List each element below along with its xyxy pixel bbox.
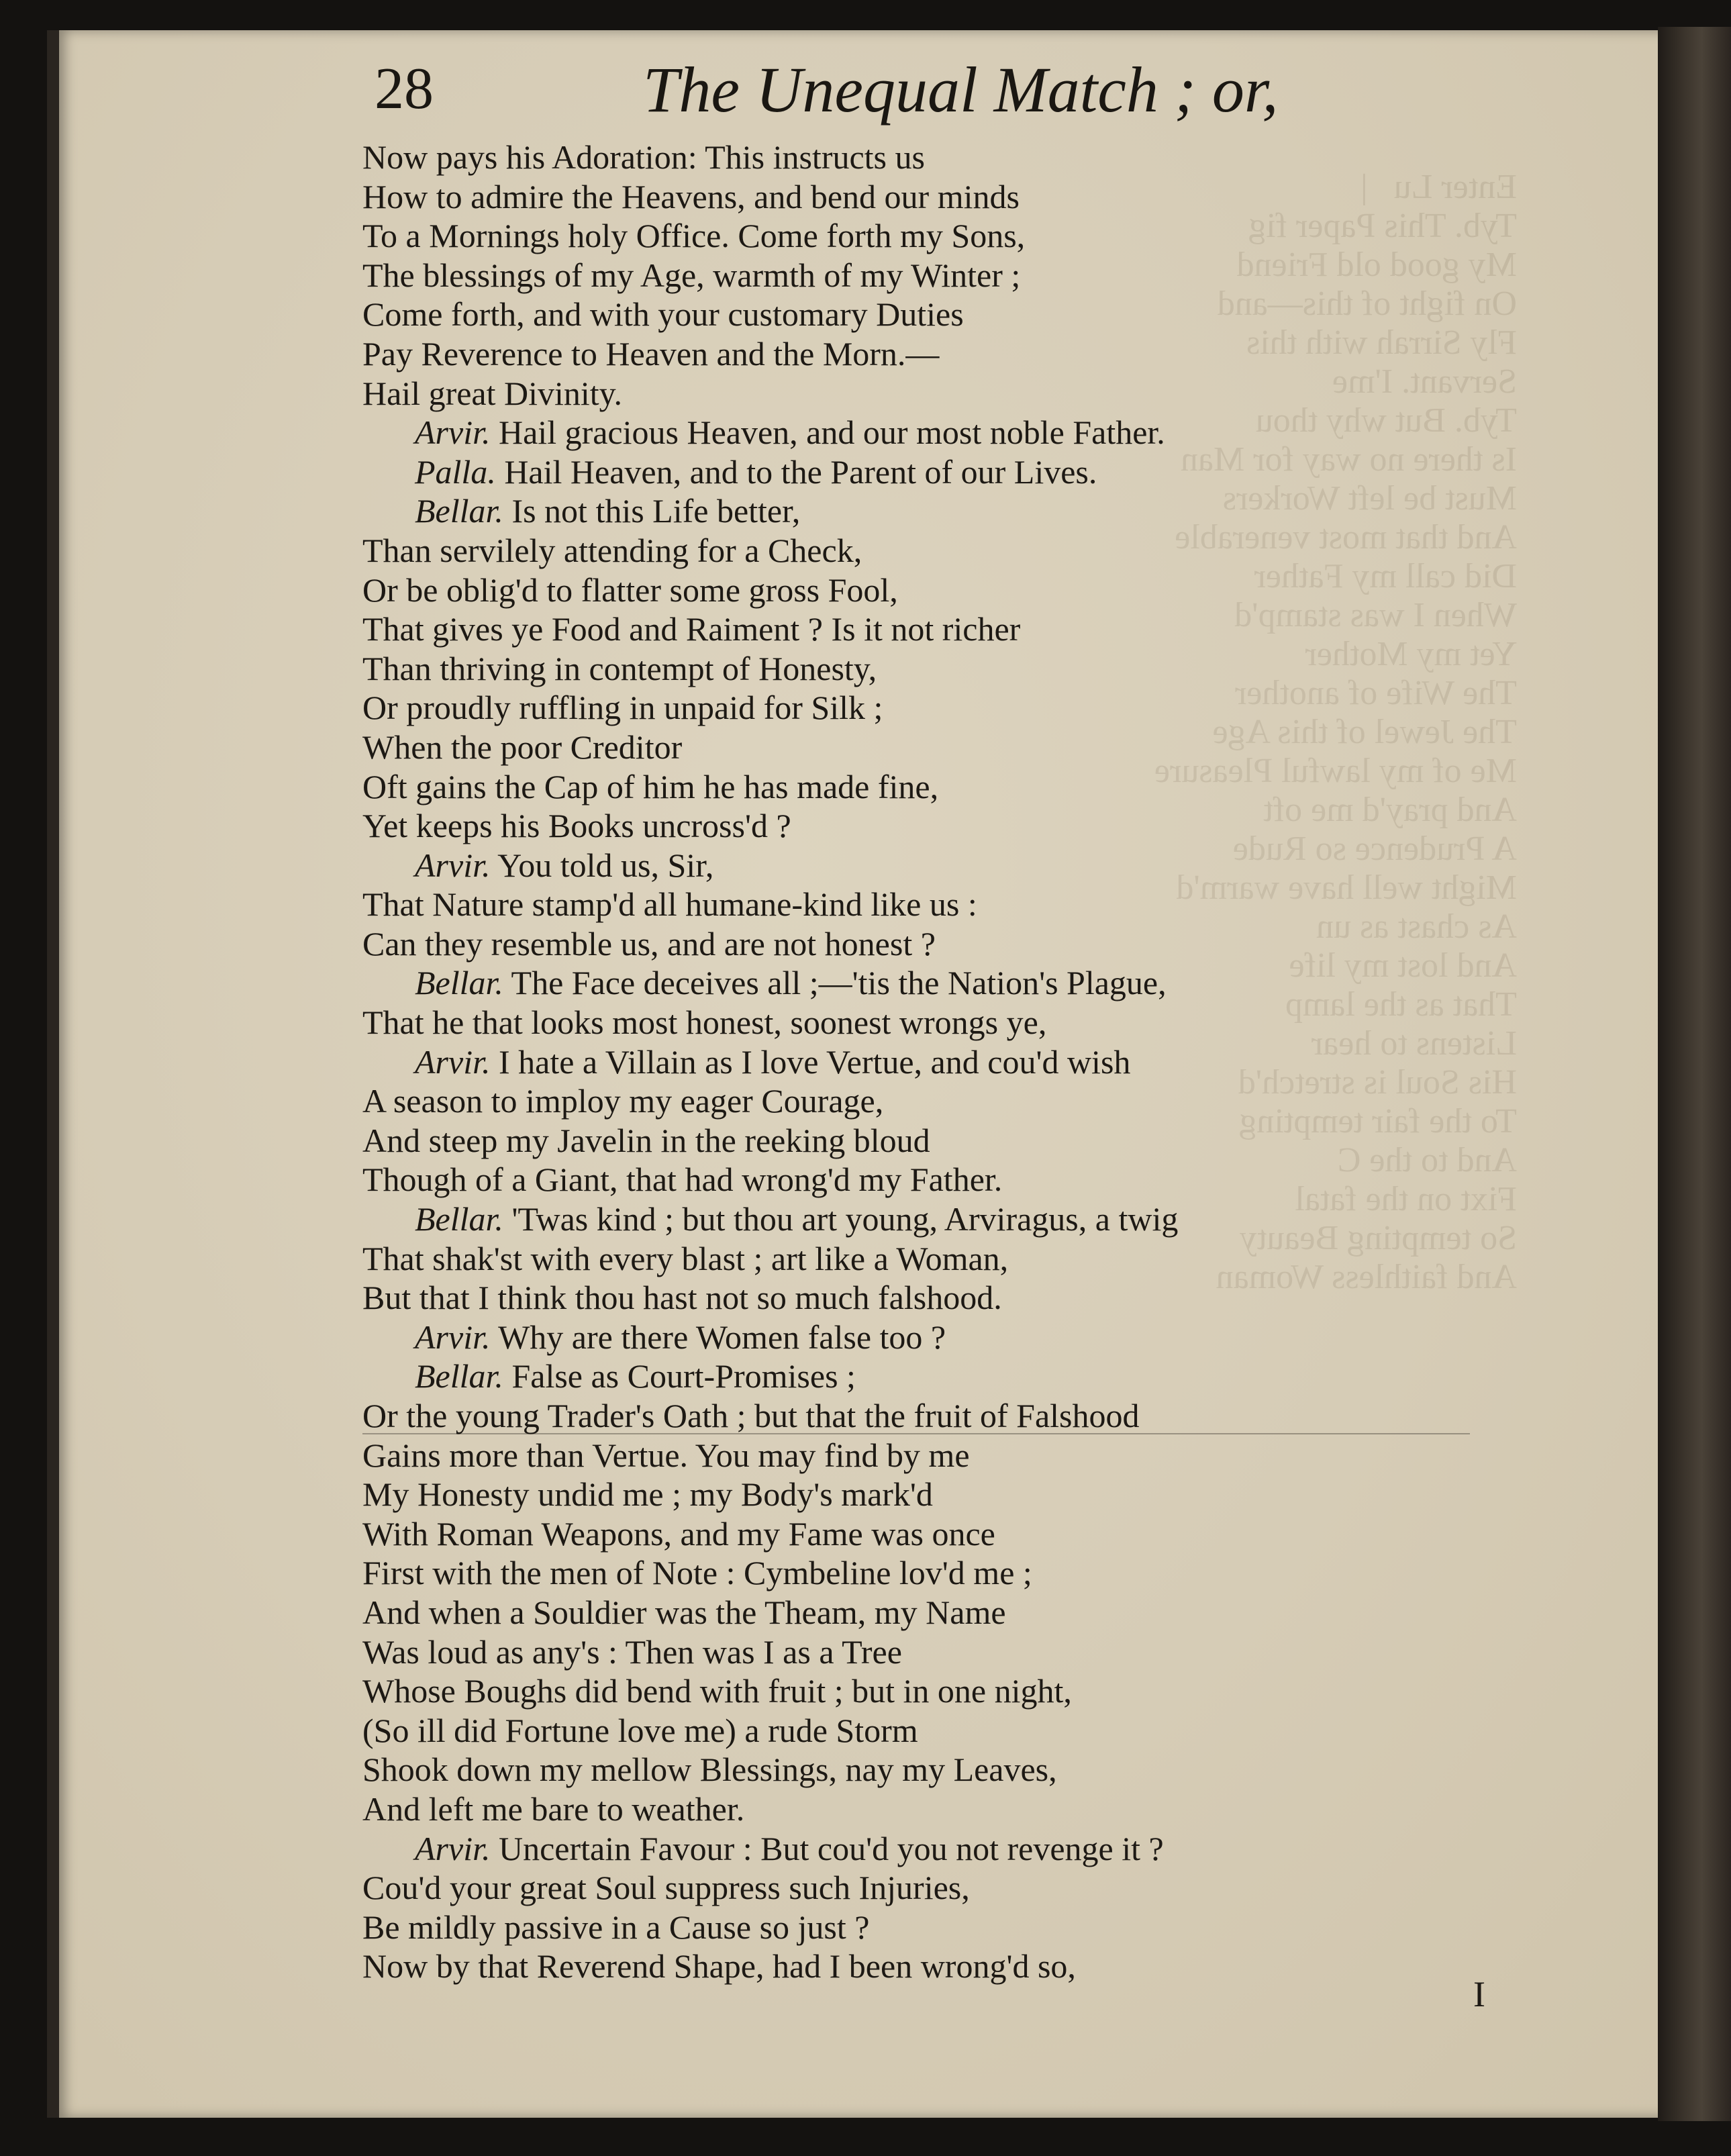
line-text: When the poor Creditor xyxy=(362,728,683,766)
line-text: A season to imploy my eager Courage, xyxy=(362,1082,884,1120)
text-line xyxy=(362,571,1624,610)
line-text: Hail gracious Heaven, and our most noble Father. xyxy=(499,413,1165,452)
text-line xyxy=(362,1121,1624,1161)
text-line xyxy=(362,256,1624,295)
speaker-name: Arvir. xyxy=(415,1829,491,1867)
line-text: Whose Boughs did bend with fruit ; but in one night, xyxy=(362,1672,1072,1710)
line-text: Though of a Giant, that had wrong'd my Father. xyxy=(362,1161,1003,1199)
line-text: Be mildly passive in a Cause so just ? xyxy=(362,1908,870,1946)
line-text: Yet keeps his Books uncross'd ? xyxy=(362,807,791,845)
speaker-name: Arvir. xyxy=(415,846,491,884)
text-line xyxy=(362,1475,1624,1514)
text-line xyxy=(362,649,1624,689)
text-line xyxy=(362,688,1624,728)
catchword: I xyxy=(1473,1974,1485,2014)
line-text: The Face deceives all ;—'tis the Nation's Plague, xyxy=(511,964,1167,1002)
line-text: Now pays his Adoration: This instructs us xyxy=(362,138,925,176)
text-line xyxy=(362,1514,1624,1554)
speaker-name: Bellar. xyxy=(415,1200,503,1238)
text-line xyxy=(362,1593,1624,1632)
text-line xyxy=(362,1632,1624,1672)
line-text: Than thriving in contempt of Honesty, xyxy=(362,649,877,687)
line-text: That gives ye Food and Raiment ? Is it not richer xyxy=(362,610,1021,648)
speaker-name: Arvir. xyxy=(415,1318,491,1356)
text-line xyxy=(362,767,1624,807)
line-text: False as Court-Promises ; xyxy=(511,1357,856,1395)
text-line xyxy=(362,374,1624,413)
text-line xyxy=(362,1278,1624,1318)
line-text: Than servilely attending for a Check, xyxy=(362,531,862,569)
line-text: Is not this Life better, xyxy=(511,492,801,530)
text-line xyxy=(362,295,1624,334)
page-gutter xyxy=(1658,27,1731,2121)
page-number: 28 xyxy=(375,56,434,121)
text-line xyxy=(362,138,1624,177)
line-text: You told us, Sir, xyxy=(497,846,714,884)
line-text: First with the men of Note : Cymbeline lov'd me ; xyxy=(362,1554,1032,1592)
line-text: Shook down my mellow Blessings, nay my Leaves, xyxy=(362,1751,1057,1789)
line-text: Hail Heaven, and to the Parent of our Lives. xyxy=(504,452,1097,491)
line-text: Or the young Trader's Oath ; but that the fruit of Falshood xyxy=(362,1397,1140,1434)
line-text: Was loud as any's : Then was I as a Tree xyxy=(362,1632,902,1671)
text-line xyxy=(362,1436,1624,1475)
line-text: But that I think thou hast not so much falshood. xyxy=(362,1279,1002,1317)
text-line xyxy=(362,728,1624,767)
speaker-name: Bellar. xyxy=(415,1357,503,1395)
line-text: Uncertain Favour : But cou'd you not revenge it ? xyxy=(499,1829,1164,1867)
text-line xyxy=(362,1239,1624,1279)
line-text: Oft gains the Cap of him he has made fine, xyxy=(362,767,939,805)
line-text: And when a Souldier was the Theam, my Name xyxy=(362,1593,1006,1631)
text-line xyxy=(362,452,1624,492)
text-line xyxy=(362,1829,1624,1869)
line-text: 'Twas kind ; but thou art young, Arviragus, a twig xyxy=(511,1200,1179,1238)
text-line xyxy=(362,609,1624,649)
text-line xyxy=(362,334,1624,374)
line-text: With Roman Weapons, and my Fame was once xyxy=(362,1514,995,1553)
text-line xyxy=(362,1160,1624,1199)
text-line xyxy=(362,806,1624,846)
line-text: Pay Reverence to Heaven and the Morn.— xyxy=(362,334,940,373)
line-text: Hail great Divinity. xyxy=(362,374,622,412)
text-line xyxy=(362,1908,1624,1947)
text-line xyxy=(362,1947,1624,1986)
line-text: Gains more than Vertue. You may find by me xyxy=(362,1436,970,1474)
speaker-name: Bellar. xyxy=(415,964,503,1002)
text-line xyxy=(362,1042,1624,1082)
speaker-name: Palla. xyxy=(415,452,496,491)
line-text: And steep my Javelin in the reeking bloud xyxy=(362,1121,930,1159)
text-line xyxy=(362,1396,1624,1436)
text-line xyxy=(362,1868,1624,1908)
line-text: That shak'st with every blast ; art like a Woman, xyxy=(362,1239,1009,1277)
text-line xyxy=(362,1199,1624,1239)
line-text: To a Mornings holy Office. Come forth my Sons, xyxy=(362,217,1026,255)
line-text: And left me bare to weather. xyxy=(362,1790,745,1828)
text-line xyxy=(362,216,1624,256)
line-text: The blessings of my Age, warmth of my Winter ; xyxy=(362,256,1021,294)
text-line xyxy=(362,531,1624,571)
text-line xyxy=(362,1711,1624,1751)
speaker-name: Arvir. xyxy=(415,413,491,452)
text-line xyxy=(362,1081,1624,1121)
line-text: Why are there Women false too ? xyxy=(498,1318,946,1356)
line-text: Now by that Reverend Shape, had I been wrong'd so, xyxy=(362,1947,1076,1986)
line-text: That Nature stamp'd all humane-kind like us : xyxy=(362,885,977,924)
line-text: Cou'd your great Soul suppress such Injuries, xyxy=(362,1869,970,1907)
line-text: That he that looks most honest, soonest wrongs ye, xyxy=(362,1003,1047,1042)
text-line xyxy=(362,963,1624,1003)
running-title: The Unequal Match ; or, xyxy=(643,54,1279,126)
text-line xyxy=(362,491,1624,531)
play-text xyxy=(362,138,1624,1986)
text-line xyxy=(362,1553,1624,1593)
speaker-name: Arvir. xyxy=(415,1042,491,1081)
line-text: How to admire the Heavens, and bend our minds xyxy=(362,177,1020,215)
text-line xyxy=(362,177,1624,217)
line-text: Or proudly ruffling in unpaid for Silk ; xyxy=(362,689,883,727)
text-line xyxy=(362,1750,1624,1790)
text-line xyxy=(362,846,1624,885)
line-text: Can they resemble us, and are not honest ? xyxy=(362,924,936,963)
text-line xyxy=(362,1357,1624,1396)
speaker-name: Bellar. xyxy=(415,492,503,530)
line-text: Come forth, and with your customary Duties xyxy=(362,295,964,334)
text-line xyxy=(362,1318,1624,1357)
text-line xyxy=(362,413,1624,452)
text-line xyxy=(362,1671,1624,1711)
text-line xyxy=(362,1003,1624,1042)
line-text: (So ill did Fortune love me) a rude Storm xyxy=(362,1711,918,1749)
text-line xyxy=(362,1790,1624,1829)
line-text: My Honesty undid me ; my Body's mark'd xyxy=(362,1475,933,1514)
text-line xyxy=(362,885,1624,924)
page-header xyxy=(375,55,1354,129)
line-text: Or be oblig'd to flatter some gross Fool, xyxy=(362,571,898,609)
line-text: I hate a Villain as I love Vertue, and cou'd wish xyxy=(499,1042,1131,1081)
text-line xyxy=(362,924,1624,964)
